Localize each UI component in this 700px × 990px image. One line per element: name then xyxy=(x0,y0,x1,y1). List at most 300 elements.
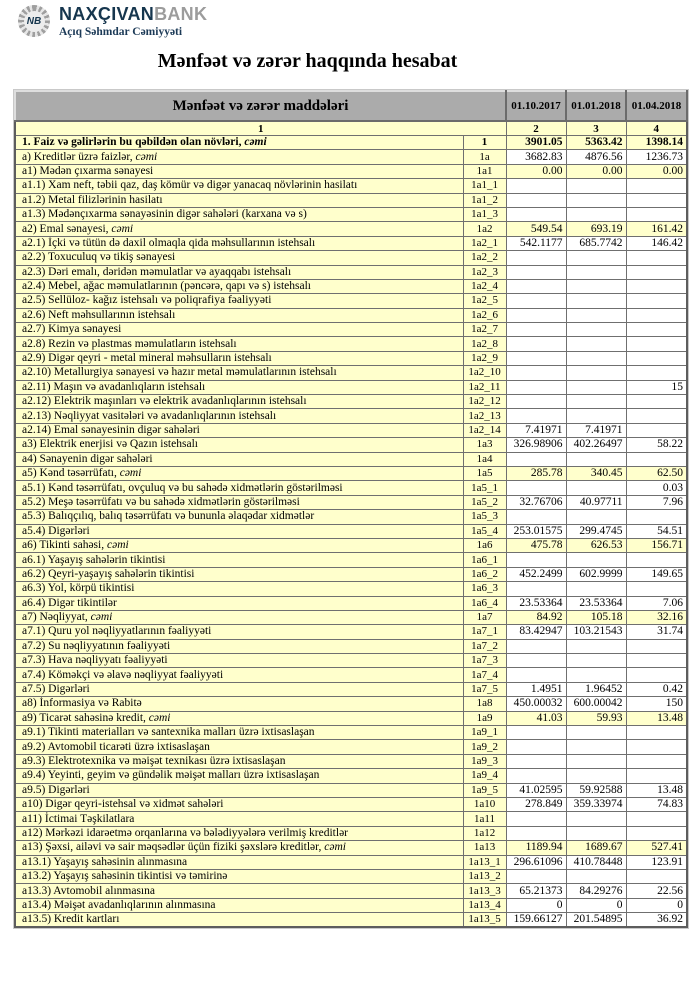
value-cell-col4 xyxy=(626,654,687,668)
table-row xyxy=(15,524,687,538)
value-cell-col3 xyxy=(566,654,626,668)
value-cell-col3: 299.4745 xyxy=(566,524,626,538)
value-cell-col2: 0 xyxy=(506,898,566,912)
value-cell-col2: 285.78 xyxy=(506,466,566,480)
value-cell-col4 xyxy=(626,337,687,351)
value-cell-col3: 685.7742 xyxy=(566,236,626,250)
row-label-cell xyxy=(15,898,463,912)
table-row xyxy=(15,136,687,150)
table-row xyxy=(15,193,687,207)
row-label-cell xyxy=(15,639,463,653)
row-code-cell: 1a2_4 xyxy=(463,279,506,293)
value-cell-col3 xyxy=(566,279,626,293)
row-label-cell xyxy=(15,207,463,221)
row-label-text: a9.1) Tikinti materialları və santexnika malları üzrə ixtisaslaşan xyxy=(22,726,315,739)
row-code-cell: 1a2 xyxy=(463,222,506,236)
table-row xyxy=(15,323,687,337)
row-label-italic-suffix: cəmi xyxy=(106,539,129,552)
value-cell-col4 xyxy=(626,351,687,365)
value-cell-col2: 326.98906 xyxy=(506,438,566,452)
row-code-cell: 1a2_8 xyxy=(463,337,506,351)
value-cell-col2 xyxy=(506,351,566,365)
row-code-cell: 1a2_6 xyxy=(463,308,506,322)
value-cell-col3: 1689.67 xyxy=(566,841,626,855)
row-code-cell: 1a1_3 xyxy=(463,207,506,221)
row-label-italic-suffix: cəmi xyxy=(119,467,142,480)
value-cell-col4: 7.96 xyxy=(626,495,687,509)
row-label-italic-suffix: cəmi xyxy=(324,841,346,854)
row-label-cell xyxy=(15,697,463,711)
value-cell-col4: 161.42 xyxy=(626,222,687,236)
row-code-cell: 1a9 xyxy=(463,711,506,725)
value-cell-col4 xyxy=(626,639,687,653)
value-cell-col3: 5363.42 xyxy=(566,136,626,150)
value-cell-col3 xyxy=(566,812,626,826)
row-label-cell xyxy=(15,510,463,524)
row-code-cell: 1a1 xyxy=(463,164,506,178)
row-code-cell: 1a2_3 xyxy=(463,265,506,279)
table-row xyxy=(15,898,687,912)
table-row xyxy=(15,438,687,452)
value-cell-col3: 600.00042 xyxy=(566,697,626,711)
row-code-cell: 1a7_3 xyxy=(463,654,506,668)
row-label-cell xyxy=(15,826,463,840)
row-label-cell xyxy=(15,610,463,624)
value-cell-col3 xyxy=(566,754,626,768)
value-cell-col2 xyxy=(506,869,566,883)
value-cell-col4: 1398.14 xyxy=(626,136,687,150)
value-cell-col3: 340.45 xyxy=(566,466,626,480)
value-cell-col2: 3682.83 xyxy=(506,150,566,164)
header-date-1: 01.10.2017 xyxy=(506,91,566,121)
row-label-cell xyxy=(15,481,463,495)
value-cell-col2 xyxy=(506,481,566,495)
table-body xyxy=(15,136,687,928)
row-label-text: a6.2) Qeyri-yaşayış sahələrin tikintisi xyxy=(22,567,195,580)
table-row xyxy=(15,610,687,624)
row-label-italic-suffix: cəmi xyxy=(135,150,158,163)
value-cell-col4 xyxy=(626,294,687,308)
value-cell-col3: 105.18 xyxy=(566,610,626,624)
row-label-cell xyxy=(15,323,463,337)
table-row xyxy=(15,740,687,754)
value-cell-col4: 36.92 xyxy=(626,913,687,928)
value-cell-col4: 156.71 xyxy=(626,538,687,552)
value-cell-col2 xyxy=(506,409,566,423)
row-label-cell xyxy=(15,913,463,928)
row-label-text: a10) Digər qeyri-istehsal və xidmət sahələri xyxy=(22,798,224,811)
row-label-text: a1.3) Mədənçıxarma sənayəsinin digər sahələri (karxana və s) xyxy=(22,208,307,221)
header-date-3: 01.04.2018 xyxy=(626,91,687,121)
table-row xyxy=(15,452,687,466)
row-label-italic-suffix: cəmi xyxy=(244,136,267,149)
value-cell-col4 xyxy=(626,869,687,883)
table-row xyxy=(15,366,687,380)
table-row xyxy=(15,783,687,797)
row-label-cell xyxy=(15,351,463,365)
value-cell-col2: 475.78 xyxy=(506,538,566,552)
row-label-text: a7.4) Köməkçi və əlavə nəqliyyat fəaliyyəti xyxy=(22,668,224,681)
value-cell-col2 xyxy=(506,769,566,783)
value-cell-col3 xyxy=(566,179,626,193)
value-cell-col3: 693.19 xyxy=(566,222,626,236)
value-cell-col2: 23.53364 xyxy=(506,596,566,610)
table-row xyxy=(15,726,687,740)
row-label-cell xyxy=(15,452,463,466)
row-label-text: a13.4) Məişət avadanlıqlarının alınmasına xyxy=(22,898,216,911)
table-row xyxy=(15,164,687,178)
row-label-cell xyxy=(15,769,463,783)
value-cell-col4: 54.51 xyxy=(626,524,687,538)
row-label-text: a2.5) Sellüloz- kağız istehsalı və poliqrafiya fəaliyyəti xyxy=(22,294,272,307)
value-cell-col2 xyxy=(506,337,566,351)
value-cell-col3 xyxy=(566,639,626,653)
row-label-text: a8) İnformasiya və Rabitə xyxy=(22,697,142,710)
row-code-cell: 1a13_2 xyxy=(463,869,506,883)
row-code-cell: 1a6_3 xyxy=(463,582,506,596)
value-cell-col2: 1.4951 xyxy=(506,682,566,696)
value-cell-col3: 602.9999 xyxy=(566,567,626,581)
value-cell-col2: 253.01575 xyxy=(506,524,566,538)
row-code-cell: 1a11 xyxy=(463,812,506,826)
row-label-text: a7.2) Su nəqliyyatının fəaliyyəti xyxy=(22,639,171,652)
value-cell-col3 xyxy=(566,308,626,322)
value-cell-col3: 4876.56 xyxy=(566,150,626,164)
value-cell-col3 xyxy=(566,251,626,265)
row-label-text: a5.4) Digərləri xyxy=(22,524,90,537)
row-label-cell xyxy=(15,812,463,826)
row-label-text: a13) Şəxsi, ailəvi və sair məqsədlər üçün fiziki şəxslərə kreditlər, xyxy=(22,841,325,854)
value-cell-col4 xyxy=(626,366,687,380)
row-label-cell xyxy=(15,380,463,394)
header-date-2: 01.01.2018 xyxy=(566,91,626,121)
row-code-cell: 1a9_4 xyxy=(463,769,506,783)
value-cell-col2: 41.02595 xyxy=(506,783,566,797)
value-cell-col3 xyxy=(566,481,626,495)
value-cell-col3 xyxy=(566,409,626,423)
table-row xyxy=(15,150,687,164)
table-row xyxy=(15,697,687,711)
table-row xyxy=(15,553,687,567)
table-row xyxy=(15,423,687,437)
column-index-1: 1 xyxy=(15,121,506,136)
row-label-text: a4) Sənayenin digər sahələri xyxy=(22,452,153,465)
table-row xyxy=(15,812,687,826)
table-row xyxy=(15,654,687,668)
table-header-row xyxy=(15,91,687,121)
value-cell-col3 xyxy=(566,582,626,596)
row-code-cell: 1a13_1 xyxy=(463,855,506,869)
row-code-cell: 1a5_3 xyxy=(463,510,506,524)
row-label-cell xyxy=(15,136,463,150)
row-label-cell xyxy=(15,553,463,567)
row-label-cell xyxy=(15,366,463,380)
row-code-cell: 1a xyxy=(463,150,506,164)
row-code-cell: 1a6_1 xyxy=(463,553,506,567)
table-row xyxy=(15,409,687,423)
row-code-cell: 1a5_1 xyxy=(463,481,506,495)
value-cell-col3: 1.96452 xyxy=(566,682,626,696)
value-cell-col2 xyxy=(506,179,566,193)
value-cell-col4 xyxy=(626,308,687,322)
row-code-cell: 1a2_11 xyxy=(463,380,506,394)
value-cell-col3 xyxy=(566,740,626,754)
value-cell-col4: 0.42 xyxy=(626,682,687,696)
value-cell-col4 xyxy=(626,452,687,466)
row-label-cell xyxy=(15,337,463,351)
row-label-italic-suffix: cəmi xyxy=(148,711,171,724)
value-cell-col3: 626.53 xyxy=(566,538,626,552)
value-cell-col4 xyxy=(626,510,687,524)
row-code-cell: 1a7_5 xyxy=(463,682,506,696)
row-label-text: a2.8) Rezin və plastmas məmulatların istehsalı xyxy=(22,337,237,350)
row-label-text: a6.4) Digər tikintilər xyxy=(22,596,117,609)
column-index-row xyxy=(15,121,687,136)
table-row xyxy=(15,236,687,250)
value-cell-col4: 58.22 xyxy=(626,438,687,452)
row-code-cell: 1a2_7 xyxy=(463,323,506,337)
value-cell-col4: 0 xyxy=(626,898,687,912)
value-cell-col3: 359.33974 xyxy=(566,797,626,811)
value-cell-col2 xyxy=(506,279,566,293)
column-index-3: 3 xyxy=(566,121,626,136)
value-cell-col2: 296.61096 xyxy=(506,855,566,869)
row-code-cell: 1a9_2 xyxy=(463,740,506,754)
value-cell-col2: 1189.94 xyxy=(506,841,566,855)
row-code-cell: 1a2_14 xyxy=(463,423,506,437)
value-cell-col4 xyxy=(626,582,687,596)
value-cell-col2 xyxy=(506,207,566,221)
row-label-text: a2) Emal sənayesi, xyxy=(22,222,112,235)
row-label-cell xyxy=(15,395,463,409)
row-label-cell xyxy=(15,884,463,898)
value-cell-col3: 7.41971 xyxy=(566,423,626,437)
value-cell-col2: 549.54 xyxy=(506,222,566,236)
value-cell-col2 xyxy=(506,582,566,596)
row-label-text: a5.1) Kənd təsərrüfatı, ovçuluq və bu sahədə xidmətlərin göstərilməsi xyxy=(22,481,343,494)
table-row xyxy=(15,265,687,279)
value-cell-col2: 7.41971 xyxy=(506,423,566,437)
value-cell-col2: 450.00032 xyxy=(506,697,566,711)
row-code-cell: 1a13_5 xyxy=(463,913,506,928)
row-label-cell xyxy=(15,251,463,265)
bank-emblem-letters: NB xyxy=(24,11,45,32)
row-code-cell: 1a3 xyxy=(463,438,506,452)
row-label-cell xyxy=(15,582,463,596)
row-label-text: a9.5) Digərləri xyxy=(22,783,90,796)
row-label-text: a6) Tikinti sahəsi, xyxy=(22,539,107,552)
row-label-text: a5.3) Balıqçılıq, balıq təsərrüfatı və bununla əlaqədar xidmətlər xyxy=(22,510,315,523)
value-cell-col2 xyxy=(506,754,566,768)
row-code-cell: 1a6_2 xyxy=(463,567,506,581)
value-cell-col3 xyxy=(566,380,626,394)
row-label-text: a2.2) Toxuculuq və tikiş sənayesi xyxy=(22,251,176,264)
value-cell-col3 xyxy=(566,294,626,308)
row-label-text: a6.3) Yol, körpü tikintisi xyxy=(22,582,135,595)
table-row xyxy=(15,567,687,581)
value-cell-col4: 0.00 xyxy=(626,164,687,178)
row-label-cell xyxy=(15,279,463,293)
row-label-cell xyxy=(15,668,463,682)
bank-name xyxy=(59,5,207,23)
table-row xyxy=(15,481,687,495)
value-cell-col2: 3901.05 xyxy=(506,136,566,150)
row-label-text: a2.7) Kimya sənayesi xyxy=(22,323,122,336)
row-code-cell: 1a7_4 xyxy=(463,668,506,682)
value-cell-col4 xyxy=(626,323,687,337)
value-cell-col2 xyxy=(506,294,566,308)
row-code-cell: 1a1_2 xyxy=(463,193,506,207)
row-code-cell: 1a9_1 xyxy=(463,726,506,740)
value-cell-col3: 40.97711 xyxy=(566,495,626,509)
value-cell-col4: 1236.73 xyxy=(626,150,687,164)
table-row xyxy=(15,596,687,610)
value-cell-col3 xyxy=(566,726,626,740)
row-code-cell: 1a2_13 xyxy=(463,409,506,423)
row-code-cell: 1a8 xyxy=(463,697,506,711)
row-label-text: a2.9) Digər qeyri - metal mineral məhsulların istehsalı xyxy=(22,352,272,365)
value-cell-col4 xyxy=(626,265,687,279)
row-label-cell xyxy=(15,711,463,725)
value-cell-col3 xyxy=(566,553,626,567)
table-row xyxy=(15,207,687,221)
row-code-cell: 1a13_4 xyxy=(463,898,506,912)
value-cell-col4 xyxy=(626,769,687,783)
row-label-text: a7) Nəqliyyat, xyxy=(22,611,91,624)
row-label-cell xyxy=(15,193,463,207)
row-code-cell: 1a13_3 xyxy=(463,884,506,898)
row-label-cell xyxy=(15,567,463,581)
row-code-cell: 1a2_5 xyxy=(463,294,506,308)
row-code-cell: 1a10 xyxy=(463,797,506,811)
row-label-cell xyxy=(15,409,463,423)
row-label-text: a2.4) Mebel, ağac məmulatlarının (pəncərə, qapı və s) istehsalı xyxy=(22,280,311,293)
row-label-text: a9) Ticarət sahəsinə kredit, xyxy=(22,711,149,724)
row-code-cell: 1a1_1 xyxy=(463,179,506,193)
table-row xyxy=(15,826,687,840)
value-cell-col2 xyxy=(506,452,566,466)
value-cell-col2 xyxy=(506,510,566,524)
value-cell-col2: 278.849 xyxy=(506,797,566,811)
table-row xyxy=(15,639,687,653)
row-label-text: a5) Kənd təsərrüfatı, xyxy=(22,467,120,480)
row-code-cell: 1a2_12 xyxy=(463,395,506,409)
value-cell-col3: 0 xyxy=(566,898,626,912)
value-cell-col3 xyxy=(566,193,626,207)
row-label-cell xyxy=(15,438,463,452)
row-label-cell xyxy=(15,524,463,538)
row-label-cell xyxy=(15,538,463,552)
value-cell-col2 xyxy=(506,323,566,337)
row-label-cell xyxy=(15,855,463,869)
table-row xyxy=(15,884,687,898)
table-row xyxy=(15,869,687,883)
table-row xyxy=(15,279,687,293)
value-cell-col2: 83.42947 xyxy=(506,625,566,639)
table-row xyxy=(15,754,687,768)
value-cell-col2 xyxy=(506,366,566,380)
row-label-text: a2.10) Metallurgiya sənayesi və hazır metal məmulatlarının istehsalı xyxy=(22,366,337,379)
table-row xyxy=(15,337,687,351)
row-label-text: a2.14) Emal sənayesinin digər sahələri xyxy=(22,424,200,436)
value-cell-col3 xyxy=(566,265,626,279)
row-label-cell xyxy=(15,797,463,811)
value-cell-col3 xyxy=(566,452,626,466)
row-code-cell: 1a7_1 xyxy=(463,625,506,639)
row-code-cell: 1a6_4 xyxy=(463,596,506,610)
row-code-cell: 1a5_4 xyxy=(463,524,506,538)
row-label-text: a9.3) Elektrotexnika və məişət texnikası üzrə ixtisaslaşan xyxy=(22,754,286,767)
row-label-text: a2.11) Maşın və avadanlıqların istehsalı xyxy=(22,380,206,393)
value-cell-col2 xyxy=(506,826,566,840)
column-index-4: 4 xyxy=(626,121,687,136)
row-label-text: a13.3) Avtomobil alınmasına xyxy=(22,884,155,897)
row-label-text: a) Kreditlər üzrə faizlər, xyxy=(22,150,136,163)
row-code-cell: 1a2_1 xyxy=(463,236,506,250)
value-cell-col4 xyxy=(626,826,687,840)
row-code-cell: 1a4 xyxy=(463,452,506,466)
value-cell-col3 xyxy=(566,351,626,365)
row-label-text: a9.2) Avtomobil ticarəti üzrə ixtisaslaşan xyxy=(22,740,210,753)
value-cell-col3: 201.54895 xyxy=(566,913,626,928)
table-row xyxy=(15,855,687,869)
row-code-cell: 1a7_2 xyxy=(463,639,506,653)
page-title: Mənfəət və zərər haqqında hesabat xyxy=(157,50,458,72)
row-label-text: a1.2) Metal filizlərinin hasilatı xyxy=(22,193,163,206)
table-row xyxy=(15,179,687,193)
table-row xyxy=(15,510,687,524)
value-cell-col4 xyxy=(626,279,687,293)
value-cell-col4 xyxy=(626,740,687,754)
row-label-text: a7.5) Digərləri xyxy=(22,683,90,696)
row-code-cell: 1a9_5 xyxy=(463,783,506,797)
column-index-2: 2 xyxy=(506,121,566,136)
row-label-text: a5.2) Meşə təsərrüfatı və bu sahədə xidmətlərin göstərilməsi xyxy=(22,495,300,508)
value-cell-col2: 65.21373 xyxy=(506,884,566,898)
row-label-text: a1.1) Xam neft, təbii qaz, daş kömür və digər yanacaq növlərinin hasilatı xyxy=(22,179,358,192)
value-cell-col3 xyxy=(566,510,626,524)
value-cell-col3 xyxy=(566,826,626,840)
bank-emblem-icon xyxy=(18,5,50,37)
value-cell-col2 xyxy=(506,553,566,567)
value-cell-col2 xyxy=(506,265,566,279)
value-cell-col4 xyxy=(626,251,687,265)
row-label-cell xyxy=(15,841,463,855)
value-cell-col4: 15 xyxy=(626,380,687,394)
value-cell-col4 xyxy=(626,754,687,768)
row-label-text: a11) İctimai Təşkilatlara xyxy=(22,812,135,825)
value-cell-col4: 13.48 xyxy=(626,711,687,725)
table-row xyxy=(15,351,687,365)
row-label-text: a2.6) Neft məhsullarının istehsalı xyxy=(22,308,176,321)
value-cell-col3: 410.78448 xyxy=(566,855,626,869)
value-cell-col3: 103.21543 xyxy=(566,625,626,639)
row-code-cell: 1a2_2 xyxy=(463,251,506,265)
bank-subtitle: Açıq Səhmdar Cəmiyyəti xyxy=(59,26,183,38)
value-cell-col2: 84.92 xyxy=(506,610,566,624)
row-label-text: a2.3) Dəri emalı, dəridən məmulatlar və ayaqqabı istehsalı xyxy=(22,265,292,278)
value-cell-col4 xyxy=(626,726,687,740)
row-label-cell xyxy=(15,754,463,768)
row-label-text: a13.2) Yaşayış sahəsinin tikintisi və təmirinə xyxy=(22,870,228,883)
value-cell-col2: 452.2499 xyxy=(506,567,566,581)
value-cell-col4 xyxy=(626,668,687,682)
row-label-cell xyxy=(15,726,463,740)
row-code-cell: 1 xyxy=(463,136,506,150)
value-cell-col3: 0.00 xyxy=(566,164,626,178)
row-label-cell xyxy=(15,682,463,696)
row-label-cell xyxy=(15,265,463,279)
